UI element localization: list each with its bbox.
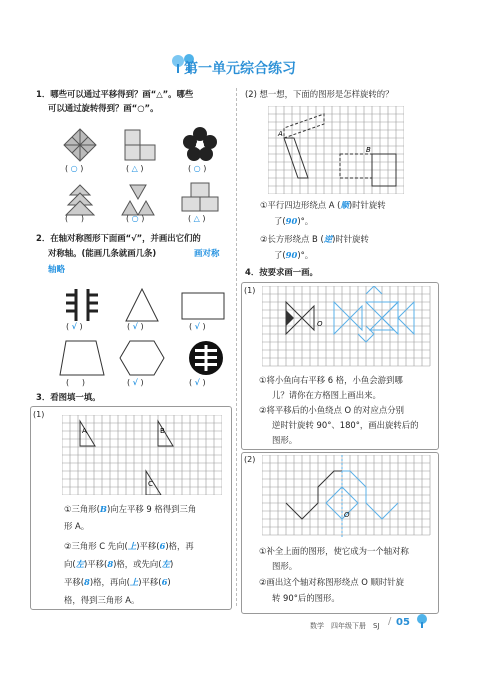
q4-p2-line2: 图形。 — [272, 561, 298, 571]
point-o-1: O — [317, 320, 323, 328]
q1-answer-3: ( ○ ) — [188, 163, 207, 173]
q4-p2-line1: ①补全上面的图形，使它成为一个轴对称 — [259, 546, 409, 556]
q4-p2-line4: 转 90°后的图形。 — [272, 593, 340, 603]
q2-answer-5: ( √ ) — [127, 377, 144, 387]
blocks-figure — [182, 183, 218, 211]
q3-s2-line3: 平移(8)格，再向(上)平移(6) — [64, 577, 171, 587]
q4-part2-label: (2) — [244, 455, 256, 464]
q3-heading: 3．看图填一填。 — [36, 392, 101, 402]
q1-answer-2: ( △ ) — [126, 163, 144, 173]
q1-answer-6: ( △ ) — [188, 213, 206, 223]
q1-answer-4: ( ) — [65, 214, 84, 223]
q3-s1-line1: ①三角形(B)向左平移 9 格得到三角 — [64, 504, 197, 514]
hexagon-figure — [120, 341, 164, 375]
q2-handwritten-2: 轴略 — [48, 265, 66, 275]
fish-grid — [262, 286, 432, 368]
q2-answer-3: ( √ ) — [189, 321, 206, 331]
trapezoid-figure — [60, 341, 104, 375]
label-a: A — [82, 427, 87, 435]
q-right2-s1-line2: 了(90)°。 — [274, 216, 314, 226]
q2-answer-4: ( ) — [66, 378, 85, 387]
q4-p2-line3: ②画出这个轴对称图形绕点 O 顺时针旋 — [259, 577, 405, 587]
q3-grid — [62, 415, 222, 495]
q3-s2-line1: ②三角形 C 先向(上)平移(6)格，再 — [64, 541, 194, 551]
rectangle-figure — [182, 293, 224, 319]
q1-line1: 1．哪些可以通过平移得到？画“△”。哪些 — [36, 89, 194, 99]
q4-p1-line2: 儿？请你在方格图上画出来。 — [272, 390, 381, 400]
q3-part-label: (1) — [33, 410, 45, 419]
q2-answer-6: ( √ ) — [189, 377, 206, 387]
tree-figure — [66, 185, 94, 215]
shou-symbol-figure — [189, 341, 223, 375]
q4-heading: 4．按要求画一画。 — [245, 267, 318, 277]
q3-s2-line4: 格，得到三角形 A。 — [64, 595, 140, 605]
flower-figure — [183, 127, 217, 161]
column-divider — [236, 88, 237, 606]
q4-p1-line5: 图形。 — [272, 435, 298, 445]
q4-part1-label: (1) — [244, 286, 256, 295]
rotation-grid — [268, 106, 404, 194]
q1-answer-1: ( ○ ) — [65, 163, 84, 173]
label-a-right: A — [278, 130, 283, 138]
fish-fin — [286, 310, 294, 326]
q4-p1-line4: 逆时针旋转 90°、180°，画出旋转后的 — [272, 420, 419, 430]
symmetry-grid — [262, 455, 432, 539]
q-right2-s1-line1: ①平行四边形绕点 A (顺)时针旋转 — [260, 200, 386, 210]
page-title: 第一单元综合练习 — [184, 61, 296, 77]
parallelogram-rotated — [284, 114, 324, 138]
q2-line1: 2．在轴对称图形下面画“√”，并画出它们的 — [36, 233, 201, 243]
q2-handwritten-1: 画对称 — [194, 249, 220, 259]
q2-line2: 对称轴。(能画几条就画几条) — [48, 248, 157, 258]
q1-line2: 可以通过旋转得到？画“○”。 — [48, 103, 159, 113]
footer-slash: / — [388, 616, 392, 627]
parallelogram — [284, 138, 308, 178]
triangle-figure — [126, 289, 158, 321]
q-right2-heading: (2) 想一想，下面的图形是怎样旋转的？ — [245, 89, 394, 99]
q3-s1-line2: 形 A。 — [64, 521, 90, 531]
pinwheel-figure — [64, 129, 96, 161]
footer-subject: 数学 四年级下册 SJ — [310, 622, 380, 630]
q1-answer-5: ( ○ ) — [126, 213, 145, 223]
label-b-right: B — [366, 146, 371, 154]
q-right2-s2-line2: 了(90)°。 — [274, 250, 314, 260]
label-c: C — [148, 480, 153, 488]
q4-p1-line1: ①将小鱼向右平移 6 格，小鱼会游到哪 — [259, 375, 403, 385]
q3-s2-line2: 向(左)平移(8)格，或先向(左) — [64, 559, 174, 569]
page-number: 05 — [396, 617, 410, 628]
q2-answer-2: ( √ ) — [127, 321, 144, 331]
footer-tree-icon — [414, 613, 430, 629]
label-b: B — [160, 427, 165, 435]
q2-answer-1: ( √ ) — [66, 321, 83, 331]
squares-figure — [125, 130, 155, 160]
triangles-figure — [122, 185, 154, 215]
point-o-2: O — [344, 511, 350, 519]
q2-figures — [58, 285, 228, 380]
q4-p1-line3: ②将平移后的小鱼绕点 O 的对应点分别 — [259, 405, 405, 415]
q-right2-s2-line1: ②长方形绕点 B (逆)时针旋转 — [260, 234, 369, 244]
fei-character-figure — [66, 289, 98, 321]
